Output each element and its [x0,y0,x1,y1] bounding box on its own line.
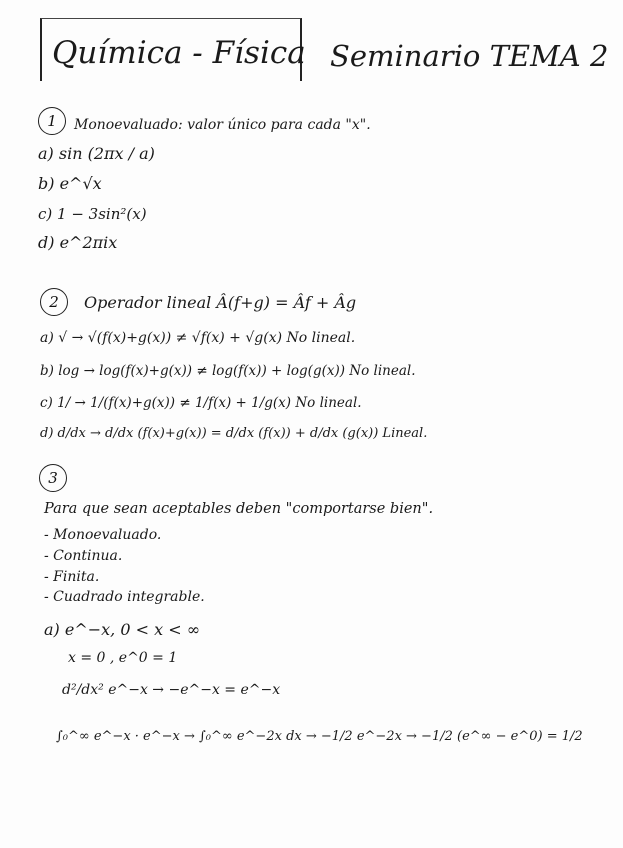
section-1-item-c: c) 1 − 3sin²(x) [38,205,147,223]
section-1-number: 1 [38,107,66,135]
section-2-heading: Operador lineal Â(f+g) = Âf + Âg [84,293,357,312]
section-3-list-1: - Monoevaluado. [44,527,162,543]
section-2-item-a: a) √ → √(f(x)+g(x)) ≠ √f(x) + √g(x) No lineal. [40,330,356,346]
section-3-heading: Para que sean aceptables deben "comportarse bien". [44,501,434,517]
section-3-step-1: x = 0 , e^0 = 1 [68,650,178,666]
right-title: Seminario TEMA 2 [330,39,609,73]
section-1-item-d: d) e^2πix [38,233,118,252]
section-3-step-2: d²/dx² e^−x → −e^−x = e^−x [62,682,281,698]
left-title: Química - Física [52,35,306,71]
section-2-item-d: d) d/dx → d/dx (f(x)+g(x)) = d/dx (f(x)) + d/dx (g(x)) Lineal. [40,426,428,441]
section-3-part-a: a) e^−x, 0 < x < ∞ [44,620,201,639]
section-3-list-3: - Finita. [44,569,100,585]
section-3-number: 3 [39,464,67,492]
section-1-heading: Monoevaluado: valor único para cada "x". [74,117,371,133]
section-1-item-b: b) e^√x [38,174,102,193]
section-3-step-3: ∫₀^∞ e^−x · e^−x → ∫₀^∞ e^−2x dx → −1/2 e^−2x → −1/2 (e^∞ − e^0) = 1/2 [56,729,583,744]
section-1-item-a: a) sin (2πx / a) [38,144,155,163]
section-3-list-2: - Continua. [44,548,123,564]
section-3-list-4: - Cuadrado integrable. [44,589,205,605]
section-2-item-c: c) 1/ → 1/(f(x)+g(x)) ≠ 1/f(x) + 1/g(x) No lineal. [40,395,362,411]
section-2-number: 2 [40,288,68,316]
section-2-item-b: b) log → log(f(x)+g(x)) ≠ log(f(x)) + log(g(x)) No lineal. [40,363,416,379]
